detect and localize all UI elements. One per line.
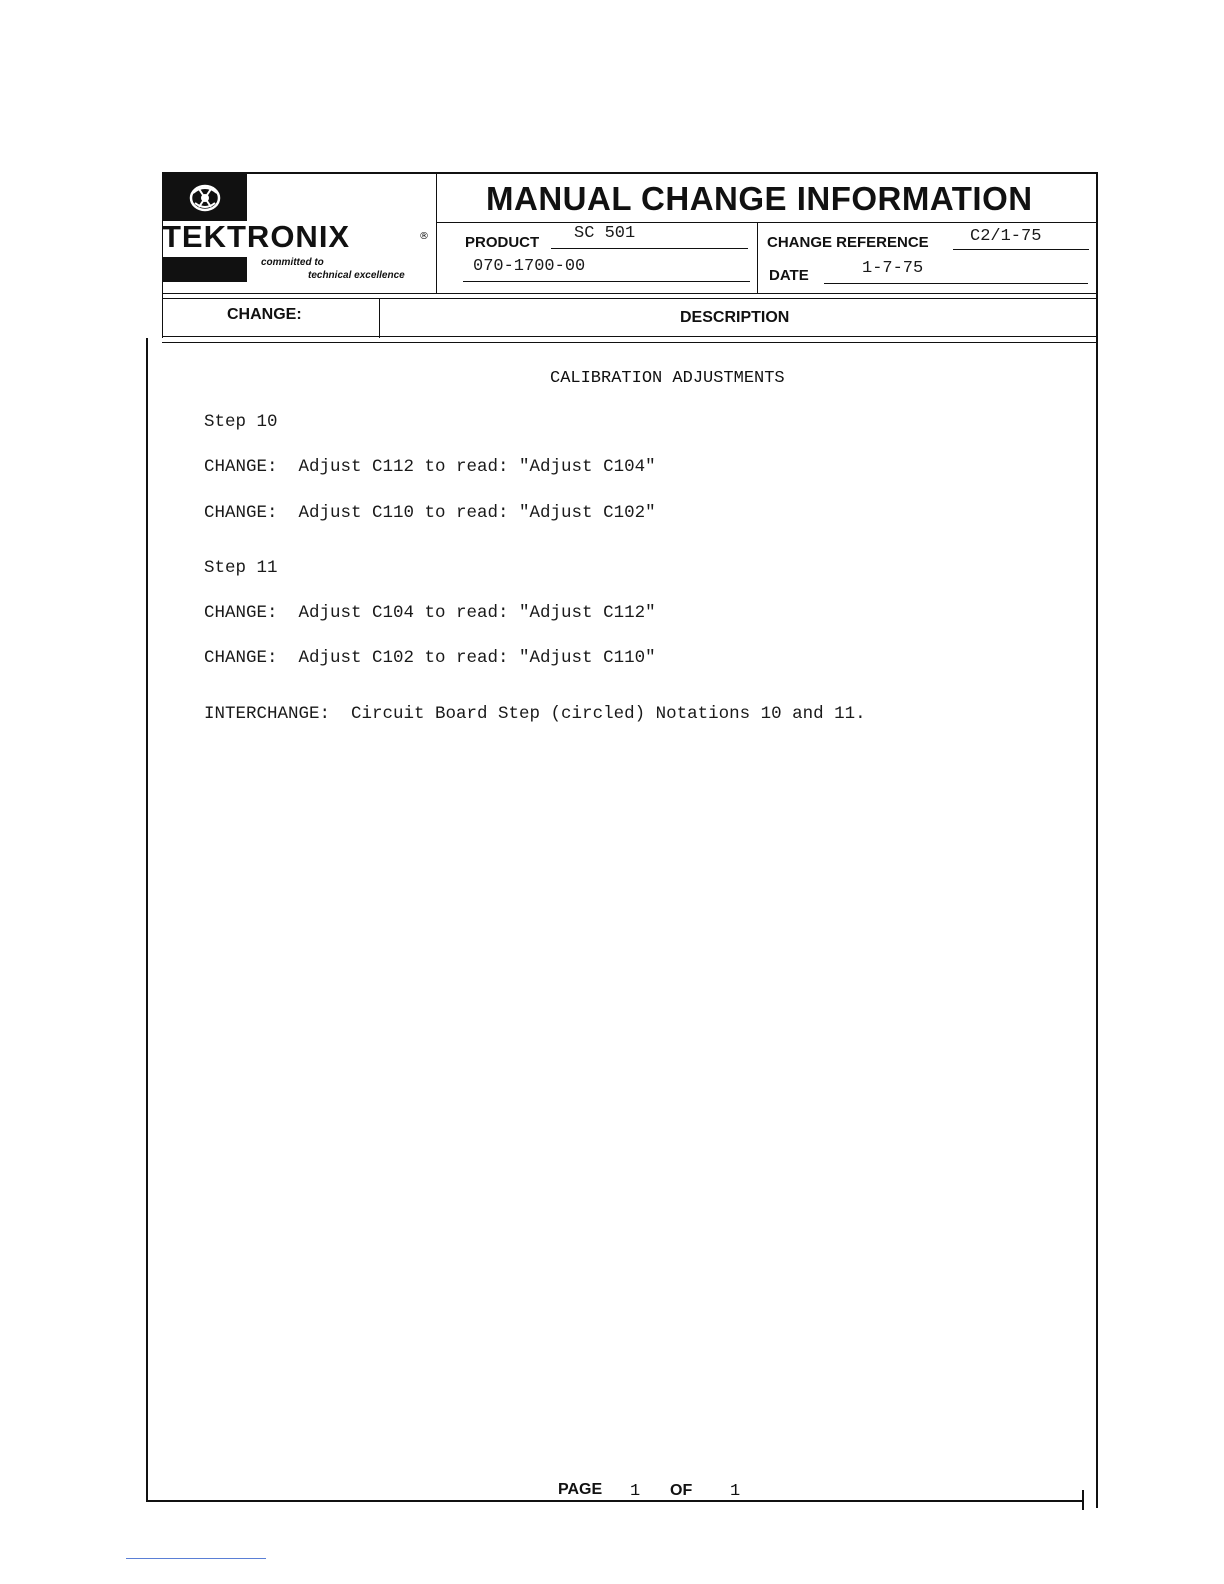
reference-divider (757, 222, 758, 294)
header-bottom-rule (162, 293, 1096, 294)
description-column-header: DESCRIPTION (680, 309, 790, 326)
brand-name: TEKTRONIX (162, 219, 351, 254)
body-line: Step 10 (204, 412, 278, 432)
body-line: INTERCHANGE: Circuit Board Step (circled) Notations 10 and 11. (204, 704, 866, 724)
body-line: Step 11 (204, 558, 278, 578)
form-frame-left (146, 338, 148, 1502)
slogan-bar (163, 257, 247, 282)
header-divider (436, 172, 437, 294)
date-label: DATE (769, 267, 809, 284)
of-label: OF (670, 1482, 693, 1499)
slogan-line-1: committed to (261, 257, 324, 268)
change-reference-value: C2/1-75 (970, 227, 1042, 246)
page-total: 1 (730, 1482, 741, 1501)
body-line: CHANGE: Adjust C110 to read: "Adjust C102" (204, 503, 656, 523)
column-head-bottom-rule (162, 336, 1096, 337)
change-reference-underline (953, 249, 1089, 250)
column-head-double-rule (162, 342, 1096, 343)
date-underline (824, 283, 1088, 284)
title-rule (436, 222, 1096, 223)
column-head-top-rule (162, 298, 1096, 299)
body-line: CHANGE: Adjust C102 to read: "Adjust C110" (204, 648, 656, 668)
product-label: PRODUCT (465, 234, 540, 251)
slogan-line-2: technical excellence (308, 270, 405, 281)
logo-block (163, 174, 247, 221)
column-divider (379, 298, 380, 338)
change-column-header: CHANGE: (227, 306, 302, 323)
change-reference-label: CHANGE REFERENCE (767, 234, 929, 251)
footer-rule (126, 1558, 266, 1559)
body-line: CHANGE: Adjust C104 to read: "Adjust C112" (204, 603, 656, 623)
page-title: MANUAL CHANGE INFORMATION (486, 180, 1033, 217)
product-underline (551, 248, 748, 249)
tektronix-logo-icon (185, 179, 225, 217)
body-line: CHANGE: Adjust C112 to read: "Adjust C104" (204, 457, 656, 477)
page-label: PAGE (558, 1481, 603, 1498)
date-value: 1-7-75 (862, 259, 924, 278)
page-number: 1 (630, 1482, 641, 1501)
form-frame-bottom (146, 1500, 1082, 1502)
form-frame-right (1082, 1490, 1084, 1510)
part-number: 070-1700-00 (473, 257, 586, 276)
section-title: CALIBRATION ADJUSTMENTS (550, 369, 785, 388)
registered-mark: ® (419, 231, 429, 242)
part-number-underline (463, 281, 750, 282)
product-value: SC 501 (574, 224, 636, 243)
